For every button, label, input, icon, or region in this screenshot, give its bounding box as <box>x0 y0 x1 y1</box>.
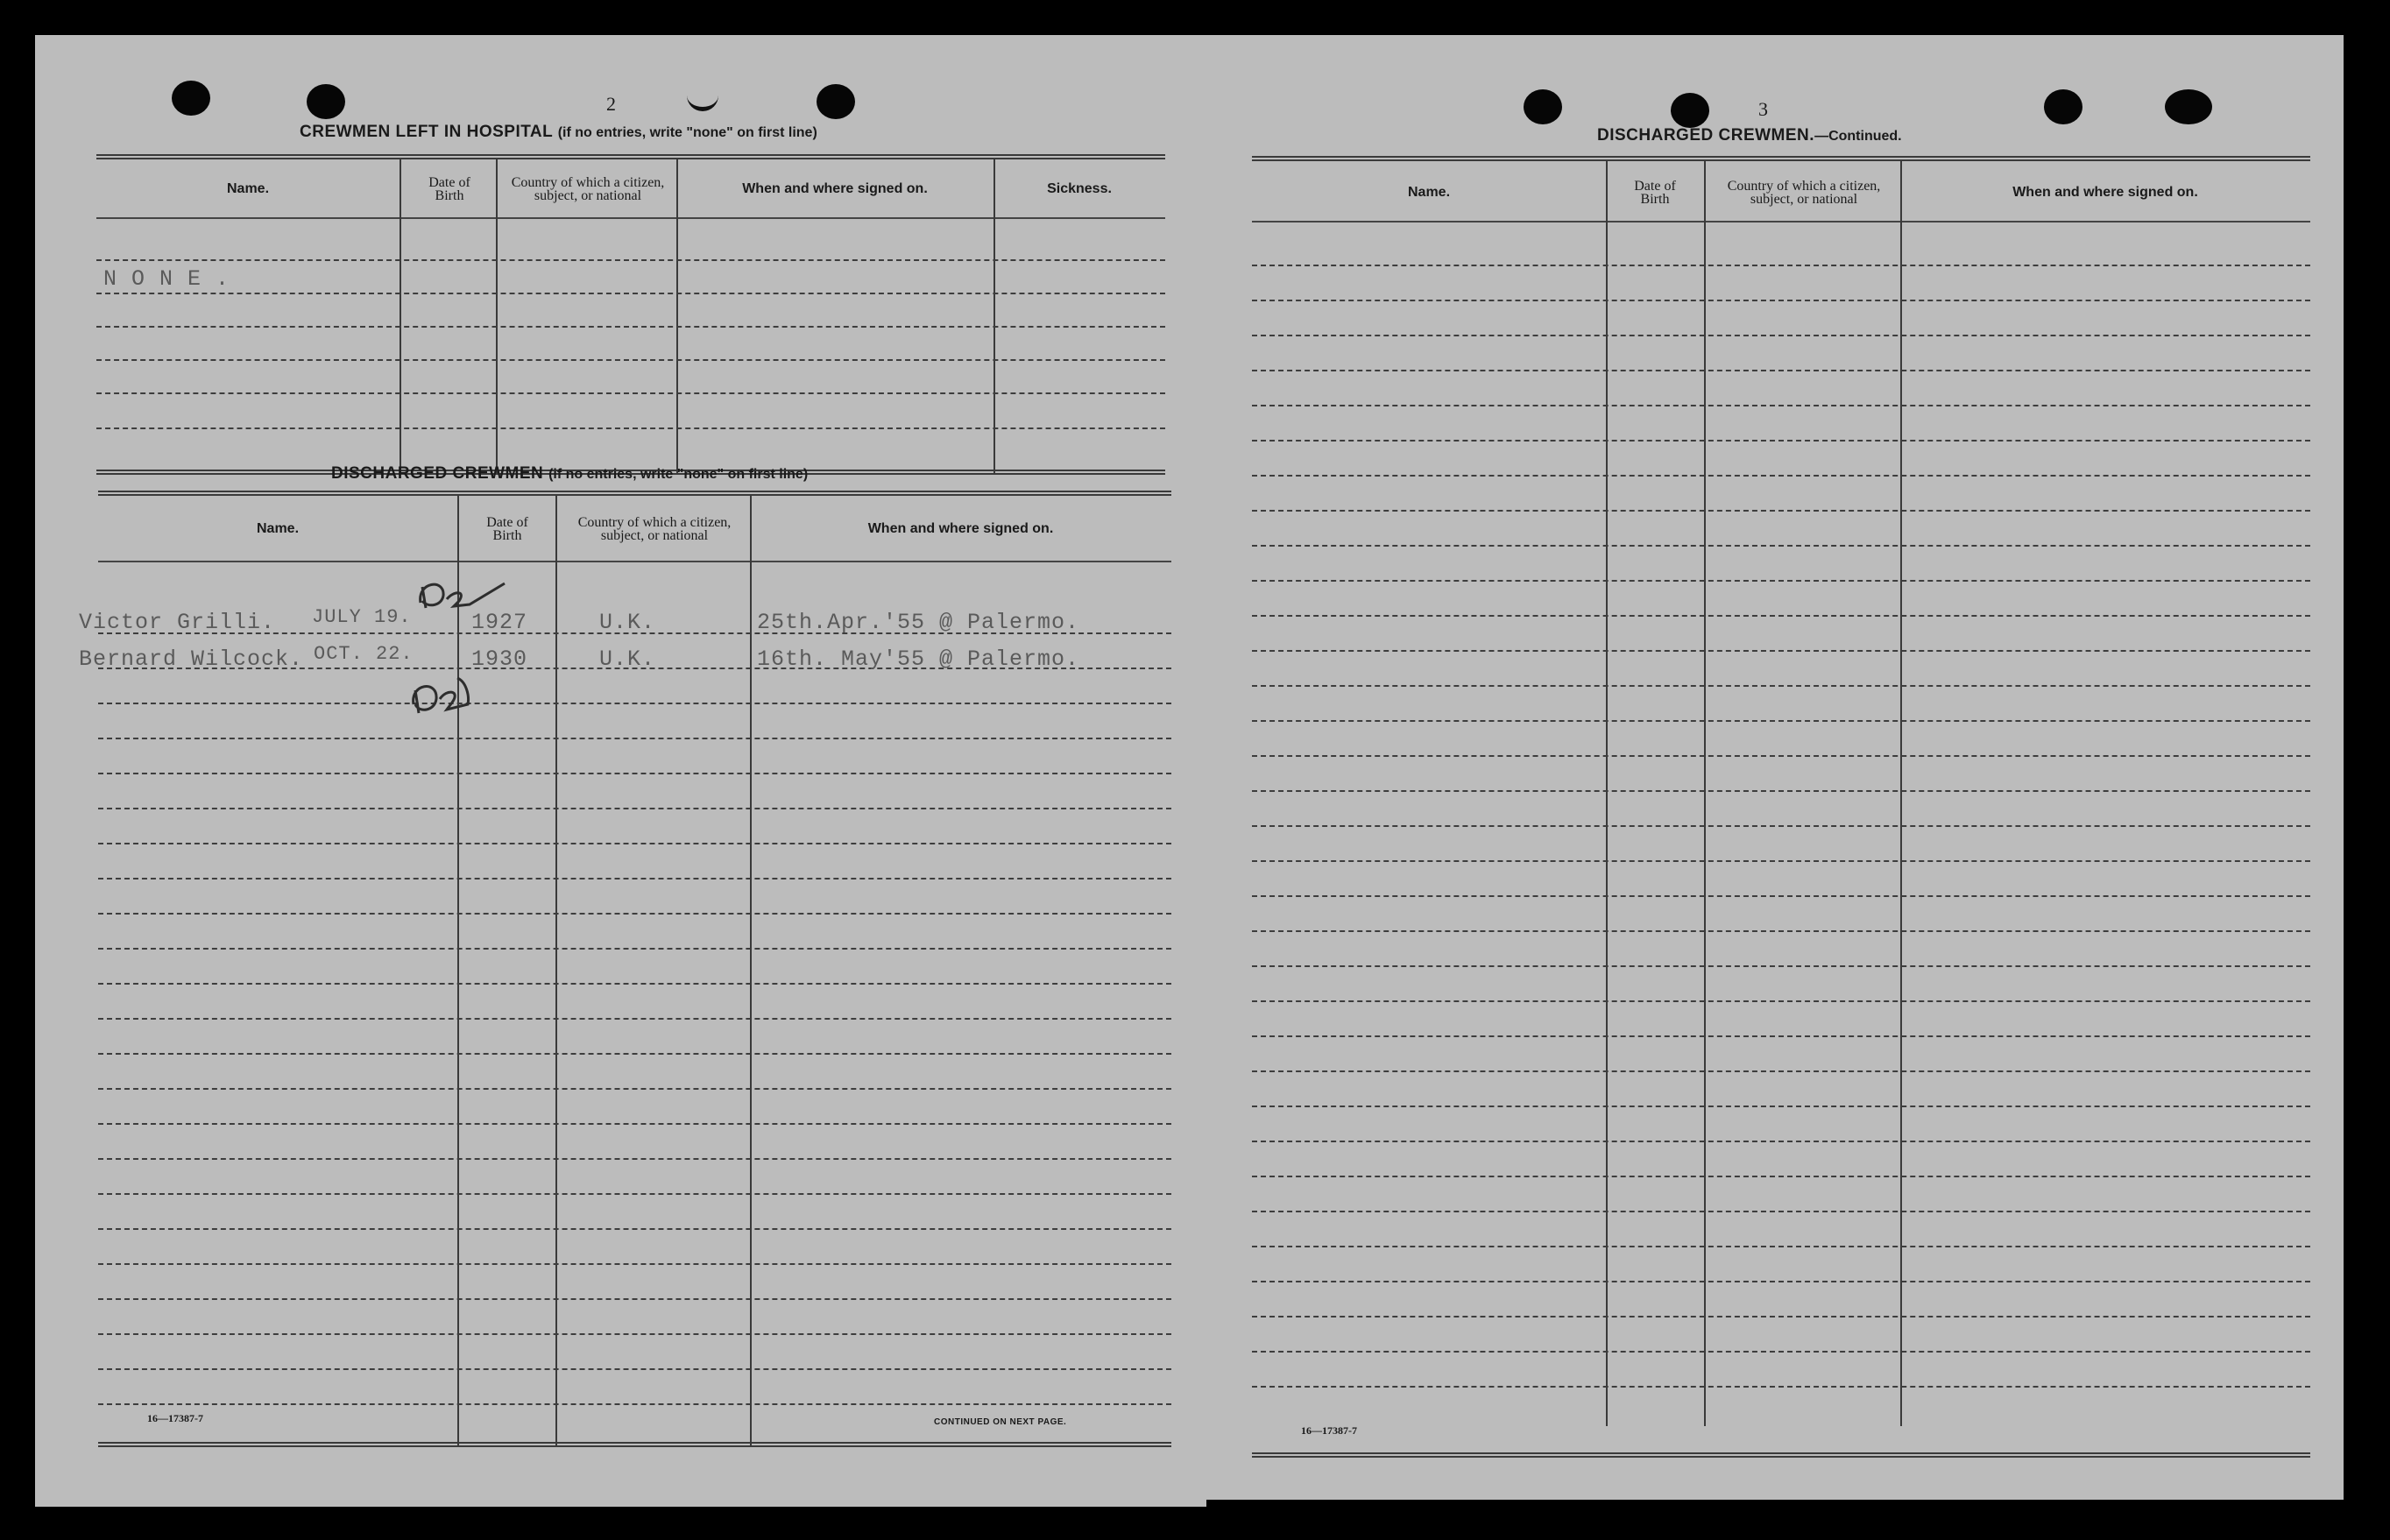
ruled-line <box>98 1263 1171 1265</box>
discharged-table <box>79 491 1171 1454</box>
ruled-line <box>1252 580 2310 582</box>
page-number: 2 <box>606 93 616 115</box>
ruled-line <box>1252 755 2310 757</box>
ruled-line <box>98 1368 1171 1370</box>
col-header-signed-on: When and where signed on. <box>742 181 928 196</box>
handwritten-mark-icon <box>405 666 475 722</box>
ruled-line <box>1252 895 2310 897</box>
ruled-line <box>98 983 1171 985</box>
ruled-line <box>1252 1351 2310 1353</box>
form-number: 16—17387-7 <box>147 1412 203 1424</box>
ruled-line <box>98 808 1171 809</box>
col-header-country: Country of which a citizen, subject, or national <box>577 515 732 543</box>
col-header-dob: Date of Birth <box>428 175 470 203</box>
hospital-table <box>96 154 1165 478</box>
punch-hole <box>817 84 855 119</box>
ruled-line <box>98 948 1171 950</box>
ruled-line <box>1252 1106 2310 1107</box>
crew-birthday: JULY 19. <box>312 606 412 628</box>
crew-signed-on: 16th. May'55 @ Palermo. <box>757 646 1080 672</box>
smile-mark-icon <box>687 91 718 111</box>
ruled-line <box>98 1018 1171 1020</box>
crew-birth-year: 1927 <box>471 610 528 635</box>
ruled-line <box>1252 1141 2310 1142</box>
col-header-signed-on: When and where signed on. <box>2012 185 2198 200</box>
ruled-line <box>1252 1211 2310 1212</box>
ruled-line <box>1252 1246 2310 1247</box>
discharged-continued-table <box>1252 156 2310 1461</box>
ruled-line <box>1252 300 2310 301</box>
ruled-line <box>1252 930 2310 932</box>
ruled-line <box>1252 1316 2310 1317</box>
ruled-line <box>1252 825 2310 827</box>
ruled-line <box>1252 790 2310 792</box>
crew-signed-on: 25th.Apr.'55 @ Palermo. <box>757 610 1080 635</box>
crew-name: Victor Grilli. <box>79 610 276 635</box>
page-number: 3 <box>1758 98 1768 120</box>
punch-hole <box>1671 93 1709 128</box>
ruled-line <box>1252 1000 2310 1002</box>
col-header-name: Name. <box>226 181 270 196</box>
col-header-country: Country of which a citizen, subject, or national <box>511 175 665 203</box>
punch-hole <box>2165 89 2212 124</box>
col-header-name: Name. <box>1407 185 1451 200</box>
crew-country: U.K. <box>599 610 656 635</box>
ruled-line <box>1252 265 2310 266</box>
col-header-signed-on: When and where signed on. <box>867 521 1054 536</box>
ruled-line <box>1252 510 2310 512</box>
ruled-line <box>1252 720 2310 722</box>
col-header-sickness: Sickness. <box>1047 181 1112 196</box>
ruled-line <box>1252 370 2310 371</box>
ruled-line <box>98 1123 1171 1125</box>
ruled-line <box>1252 405 2310 406</box>
ruled-line <box>98 738 1171 739</box>
discharged-section-title: DISCHARGED CREWMEN (if no entries, write "none" on first line) <box>331 464 809 483</box>
ruled-line <box>98 878 1171 879</box>
ruled-line <box>98 1053 1171 1055</box>
col-header-dob: Date of Birth <box>486 515 528 543</box>
ruled-line <box>98 913 1171 915</box>
ruled-line <box>98 1158 1171 1160</box>
ruled-line <box>1252 1070 2310 1072</box>
col-header-dob: Date of Birth <box>1634 179 1676 207</box>
punch-hole <box>1524 89 1562 124</box>
ruled-line <box>1252 860 2310 862</box>
ruled-line <box>1252 685 2310 687</box>
discharged-continued-title: DISCHARGED CREWMEN.—Continued. <box>1597 126 1902 145</box>
ruled-line <box>98 843 1171 844</box>
crew-name: Bernard Wilcock. <box>79 646 304 672</box>
punch-hole <box>172 81 210 116</box>
punch-hole <box>2044 89 2082 124</box>
ruled-line <box>98 1298 1171 1300</box>
crew-birth-year: 1930 <box>471 646 528 672</box>
hospital-none-entry: N O N E . <box>103 266 230 292</box>
ruled-line <box>1252 1035 2310 1037</box>
right-page <box>1206 35 2344 1500</box>
ruled-line <box>1252 1281 2310 1282</box>
continued-note: CONTINUED ON NEXT PAGE. <box>934 1417 1067 1427</box>
ruled-line <box>1252 650 2310 652</box>
handwritten-mark-icon <box>414 564 510 617</box>
left-page <box>35 35 1206 1507</box>
ruled-line <box>1252 965 2310 967</box>
ruled-line <box>1252 475 2310 477</box>
ruled-line <box>98 773 1171 774</box>
ruled-line <box>98 1228 1171 1230</box>
ruled-line <box>98 1403 1171 1405</box>
ruled-line <box>98 1088 1171 1090</box>
ruled-line <box>98 703 1171 704</box>
ruled-line <box>1252 335 2310 336</box>
ruled-line <box>98 1333 1171 1335</box>
punch-hole <box>307 84 345 119</box>
ruled-line <box>1252 545 2310 547</box>
ruled-line <box>1252 440 2310 442</box>
crew-country: U.K. <box>599 646 656 672</box>
ruled-line <box>1252 1386 2310 1388</box>
col-header-country: Country of which a citizen, subject, or national <box>1727 179 1881 207</box>
ruled-line <box>98 1193 1171 1195</box>
ruled-line <box>1252 1176 2310 1177</box>
ruled-line <box>1252 615 2310 617</box>
crew-birthday: OCT. 22. <box>314 643 414 665</box>
col-header-name: Name. <box>256 521 300 536</box>
form-number: 16—17387-7 <box>1301 1424 1357 1437</box>
hospital-section-title: CREWMEN LEFT IN HOSPITAL (if no entries, write "none" on first line) <box>300 123 817 141</box>
